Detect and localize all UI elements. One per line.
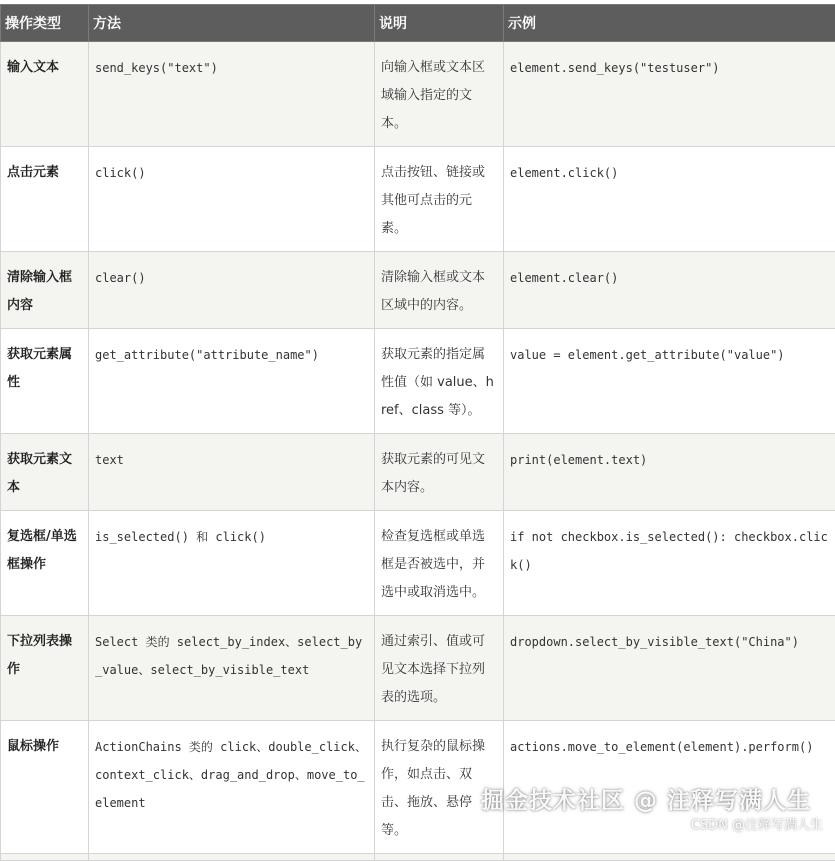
cell-description: 向输入框或文本区域输入指定的文本。 xyxy=(375,42,504,147)
watermark: 掘金技术社区 @ 注释写满人生 xyxy=(481,782,811,815)
table-header-row xyxy=(1,5,835,42)
cell-empty xyxy=(89,854,375,861)
cell-method: text xyxy=(89,434,375,511)
cell-empty xyxy=(1,854,89,861)
cell-type: 清除输入框内容 xyxy=(1,252,89,329)
cell-example: dropdown.select_by_visible_text("China") xyxy=(504,616,835,721)
table-row xyxy=(1,616,835,721)
cell-example: element.send_keys("testuser") xyxy=(504,42,835,147)
table-row xyxy=(1,147,835,252)
cell-description: 点击按钮、链接或其他可点击的元素。 xyxy=(375,147,504,252)
cell-type: 下拉列表操作 xyxy=(1,616,89,721)
cell-method: Select 类的 select_by_index、select_by_value、select_by_visible_text xyxy=(89,616,375,721)
cell-type: 复选框/单选框操作 xyxy=(1,511,89,616)
header-example: 示例 xyxy=(504,5,835,42)
cell-description: 执行复杂的鼠标操作，如点击、双击、拖放、悬停等。 xyxy=(375,721,504,854)
cell-example: value = element.get_attribute("value") xyxy=(504,329,835,434)
cell-type: 鼠标操作 xyxy=(1,721,89,854)
cell-example: if not checkbox.is_selected(): checkbox.click() xyxy=(504,511,835,616)
csdn-watermark: CSDN @注释写满人生 xyxy=(691,814,823,833)
cell-description: 获取元素的可见文本内容。 xyxy=(375,434,504,511)
cell-empty xyxy=(375,854,504,861)
cell-type: 输入文本 xyxy=(1,42,89,147)
cell-example: element.clear() xyxy=(504,252,835,329)
cell-type: 获取元素属性 xyxy=(1,329,89,434)
cell-description: 清除输入框或文本区域中的内容。 xyxy=(375,252,504,329)
cell-method: get_attribute("attribute_name") xyxy=(89,329,375,434)
table-row xyxy=(1,434,835,511)
cell-example: actions.move_to_element(element).perform() xyxy=(504,721,835,854)
table-row xyxy=(1,329,835,434)
table-row xyxy=(1,42,835,147)
cell-method: ActionChains 类的 click、double_click、context_click、drag_and_drop、move_to_element xyxy=(89,721,375,854)
header-description: 说明 xyxy=(375,5,504,42)
header-type: 操作类型 xyxy=(1,5,89,42)
cell-description: 检查复选框或单选框是否被选中，并选中或取消选中。 xyxy=(375,511,504,616)
cell-description: 通过索引、值或可见文本选择下拉列表的选项。 xyxy=(375,616,504,721)
table-row-partial xyxy=(1,854,835,861)
table-row xyxy=(1,252,835,329)
cell-example: print(element.text) xyxy=(504,434,835,511)
cell-method: send_keys("text") xyxy=(89,42,375,147)
cell-empty xyxy=(504,854,835,861)
cell-method: click() xyxy=(89,147,375,252)
cell-example: element.click() xyxy=(504,147,835,252)
header-method: 方法 xyxy=(89,5,375,42)
cell-type: 点击元素 xyxy=(1,147,89,252)
cell-type: 获取元素文本 xyxy=(1,434,89,511)
cell-description: 获取元素的指定属性值（如 value、href、class 等）。 xyxy=(375,329,504,434)
table-row xyxy=(1,511,835,616)
operations-table xyxy=(0,4,835,861)
cell-method: clear() xyxy=(89,252,375,329)
cell-method: is_selected() 和 click() xyxy=(89,511,375,616)
